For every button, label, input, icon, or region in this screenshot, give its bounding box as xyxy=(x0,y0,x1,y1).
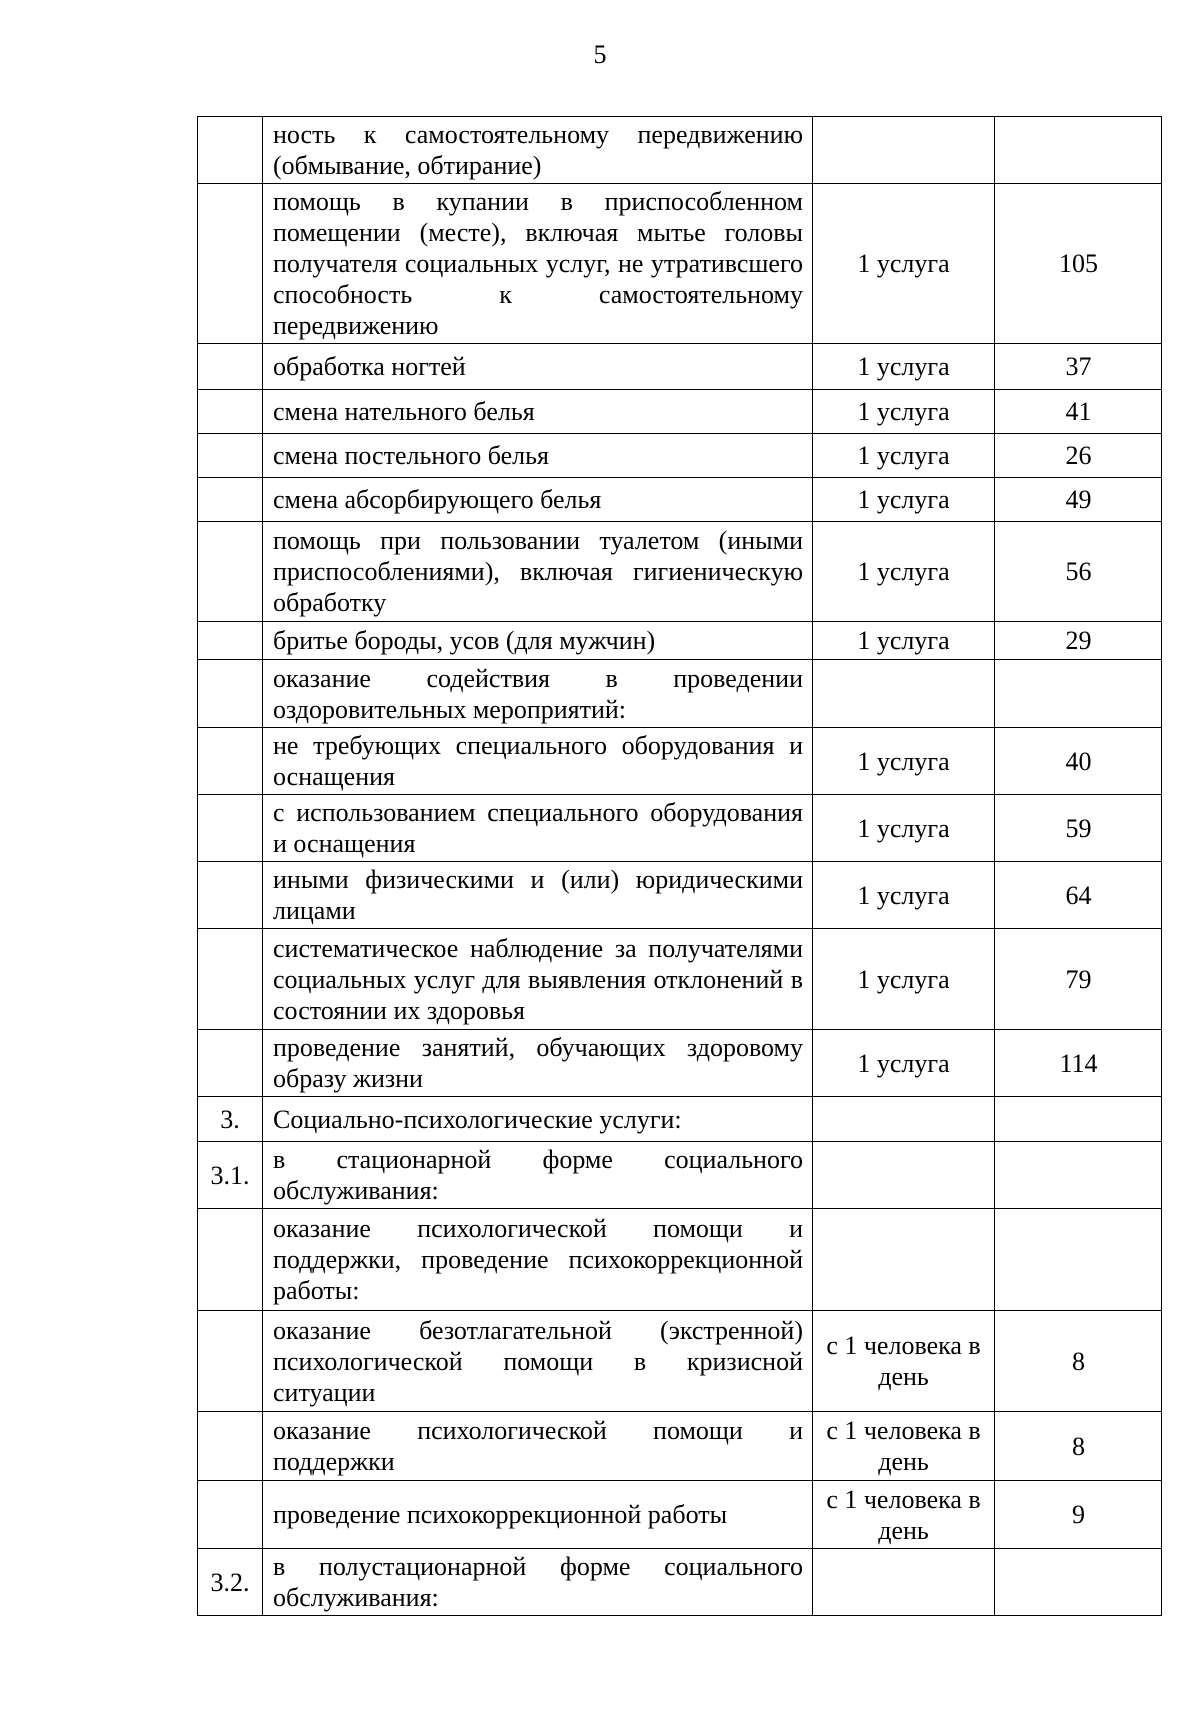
service-description: проведение психокоррекционной работы xyxy=(263,1481,813,1549)
service-description: бритье бороды, усов (для мужчин) xyxy=(263,622,813,660)
service-price: 8 xyxy=(995,1311,1162,1412)
service-price: 64 xyxy=(995,862,1162,929)
service-unit: 1 услуга xyxy=(813,344,995,390)
row-number xyxy=(198,929,263,1030)
service-unit xyxy=(813,1549,995,1616)
row-number xyxy=(198,660,263,728)
service-description: ность к самостоятельному передвижению (обмывание, обтирание) xyxy=(263,117,813,184)
service-description: в стационарной форме социального обслуживания: xyxy=(263,1142,813,1209)
table-row xyxy=(198,184,1162,344)
table-row xyxy=(198,1549,1162,1616)
table-row xyxy=(198,1311,1162,1412)
service-unit: 1 услуга xyxy=(813,390,995,434)
service-unit: с 1 человека в день xyxy=(813,1311,995,1412)
service-unit: с 1 человека в день xyxy=(813,1412,995,1481)
service-unit: 1 услуга xyxy=(813,622,995,660)
service-description: помощь при пользовании туалетом (иными приспособлениями), включая гигиеническую обработку xyxy=(263,522,813,622)
row-number xyxy=(198,862,263,929)
service-price: 26 xyxy=(995,434,1162,478)
row-number xyxy=(198,1209,263,1311)
table-row xyxy=(198,1209,1162,1311)
service-price: 40 xyxy=(995,728,1162,795)
service-description: иными физическими и (или) юридическими лицами xyxy=(263,862,813,929)
table-row xyxy=(198,117,1162,184)
row-number xyxy=(198,184,263,344)
service-price: 41 xyxy=(995,390,1162,434)
page-number: 5 xyxy=(593,40,607,69)
row-number xyxy=(198,478,263,522)
service-description: в полустационарной форме социального обслуживания: xyxy=(263,1549,813,1616)
service-unit: 1 услуга xyxy=(813,1030,995,1097)
table-row xyxy=(198,522,1162,622)
row-number xyxy=(198,117,263,184)
service-description: помощь в купании в приспособленном помещении (месте), включая мытье головы получателя социальных услуг, не утративсшего способность к самостоятельному передвижению xyxy=(263,184,813,344)
service-unit xyxy=(813,1097,995,1142)
service-price: 29 xyxy=(995,622,1162,660)
service-unit: 1 услуга xyxy=(813,862,995,929)
service-price: 114 xyxy=(995,1030,1162,1097)
table-row xyxy=(198,622,1162,660)
row-number xyxy=(198,390,263,434)
table-row xyxy=(198,728,1162,795)
service-price: 59 xyxy=(995,795,1162,862)
row-number xyxy=(198,1030,263,1097)
table-row xyxy=(198,478,1162,522)
row-number: 3. xyxy=(198,1097,263,1142)
service-price: 79 xyxy=(995,929,1162,1030)
table-row xyxy=(198,862,1162,929)
table-row xyxy=(198,929,1162,1030)
service-description: смена абсорбирующего белья xyxy=(263,478,813,522)
service-description: оказание содействия в проведении оздоровительных мероприятий: xyxy=(263,660,813,728)
service-unit: 1 услуга xyxy=(813,478,995,522)
row-number xyxy=(198,434,263,478)
row-number xyxy=(198,344,263,390)
service-price xyxy=(995,1142,1162,1209)
table-row xyxy=(198,434,1162,478)
service-unit: 1 услуга xyxy=(813,929,995,1030)
table-row xyxy=(198,390,1162,434)
service-price: 8 xyxy=(995,1412,1162,1481)
service-price xyxy=(995,660,1162,728)
row-number xyxy=(198,1311,263,1412)
row-number xyxy=(198,1481,263,1549)
row-number xyxy=(198,795,263,862)
service-description: систематическое наблюдение за получателями социальных услуг для выявления отклонений в состоянии их здоровья xyxy=(263,929,813,1030)
table-row xyxy=(198,795,1162,862)
service-description: не требующих специального оборудования и оснащения xyxy=(263,728,813,795)
row-number xyxy=(198,522,263,622)
services-price-table xyxy=(197,116,1162,1616)
service-description: оказание безотлагательной (экстренной) психологической помощи в кризисной ситуации xyxy=(263,1311,813,1412)
service-description: оказание психологической помощи и поддержки, проведение психокоррекционной работы: xyxy=(263,1209,813,1311)
table-row xyxy=(198,1142,1162,1209)
row-number xyxy=(198,728,263,795)
service-unit xyxy=(813,1142,995,1209)
service-price: 105 xyxy=(995,184,1162,344)
service-description: с использованием специального оборудования и оснащения xyxy=(263,795,813,862)
service-price: 37 xyxy=(995,344,1162,390)
service-price: 56 xyxy=(995,522,1162,622)
service-description: Социально-психологические услуги: xyxy=(263,1097,813,1142)
service-price: 9 xyxy=(995,1481,1162,1549)
service-unit: 1 услуга xyxy=(813,434,995,478)
table-row xyxy=(198,660,1162,728)
table-row xyxy=(198,344,1162,390)
row-number xyxy=(198,622,263,660)
service-price: 49 xyxy=(995,478,1162,522)
table-row xyxy=(198,1030,1162,1097)
row-number xyxy=(198,1412,263,1481)
service-unit: 1 услуга xyxy=(813,522,995,622)
service-unit xyxy=(813,1209,995,1311)
service-unit: 1 услуга xyxy=(813,728,995,795)
table-row xyxy=(198,1097,1162,1142)
service-description: смена нательного белья xyxy=(263,390,813,434)
service-unit: с 1 человека в день xyxy=(813,1481,995,1549)
service-unit xyxy=(813,660,995,728)
service-description: смена постельного белья xyxy=(263,434,813,478)
service-unit: 1 услуга xyxy=(813,795,995,862)
service-description: обработка ногтей xyxy=(263,344,813,390)
service-price xyxy=(995,1549,1162,1616)
row-number: 3.1. xyxy=(198,1142,263,1209)
table-row xyxy=(198,1412,1162,1481)
service-unit xyxy=(813,117,995,184)
row-number: 3.2. xyxy=(198,1549,263,1616)
service-unit: 1 услуга xyxy=(813,184,995,344)
service-price xyxy=(995,1209,1162,1311)
service-price xyxy=(995,1097,1162,1142)
table-row xyxy=(198,1481,1162,1549)
service-description: проведение занятий, обучающих здоровому образу жизни xyxy=(263,1030,813,1097)
service-price xyxy=(995,117,1162,184)
service-description: оказание психологической помощи и поддержки xyxy=(263,1412,813,1481)
